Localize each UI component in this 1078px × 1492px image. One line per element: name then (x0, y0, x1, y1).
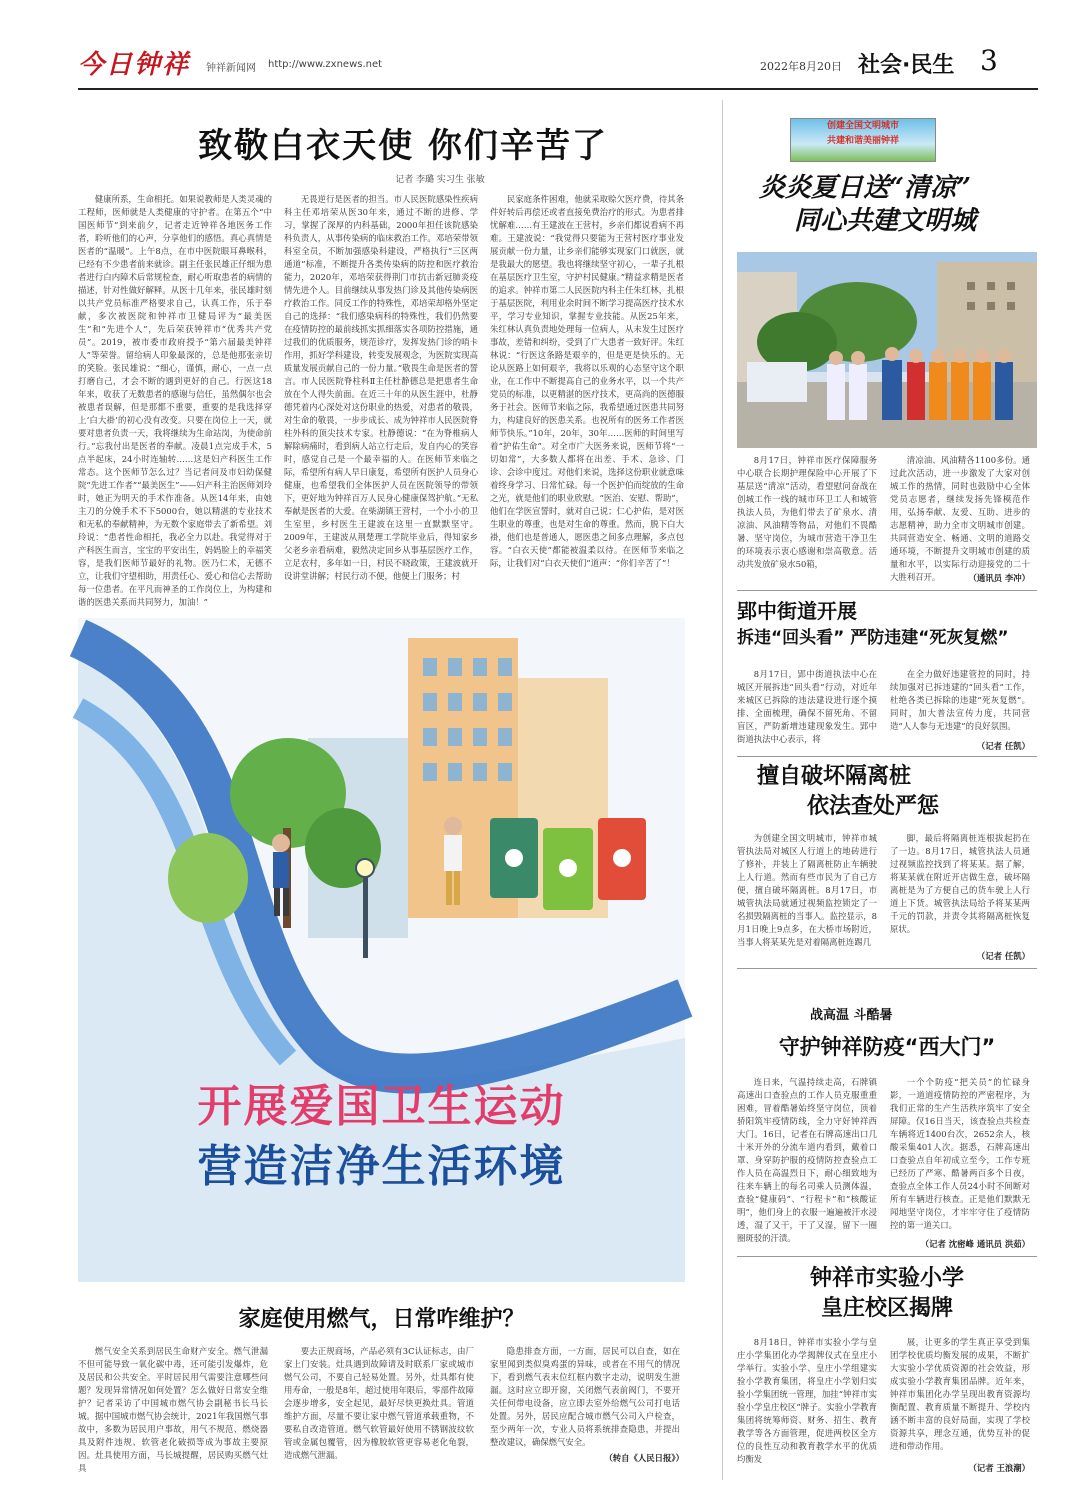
gas-column-2: 要去正规商场，产品必须有3C认证标志，由厂家上门安装。灶具遇到故障请及时联系厂家或城市燃气公司，不要自己轻易处置。另外，灶具都有使用寿命，一般是8年，超过使用年限后，零部件故障会逐步增多，安全起见，最好尽快更换灶具。管道维护方面，尽量不要让家中燃气管道承载重物，不要私自改造管道。燃气软管最好使用不锈钢波纹软管或金属包覆管，因为橡胶软管更容易老化龟裂，造成燃气泄漏。 (284, 1346, 474, 1460)
issue-date: 2022年8月20日 (760, 60, 842, 73)
side4-kicker: 战高温 斗酷暑 (810, 1008, 893, 1023)
side2-headline-line2: 拆违“回头看” 严防违建“死灰复燃” (737, 628, 1009, 648)
gas-column-3: 隐患排查方面，一方面，居民可以自查，如在家里闻到类似臭鸡蛋的异味，或者在不用气的情况下，看到燃气表末位红框内数字走动，说明发生泄漏。这时应立即开窗，关闭燃气表前阀门，不要开关任何带电设备，应立即去室外给燃气公司打电话处置。另外，居民应配合城市燃气公司入户检查，至少两年一次，专业人员将系统排查隐患，并提出整改建议，确保燃气安全。 (490, 1346, 680, 1447)
lead-column-2: 无畏逆行是医者的担当。市人民医院感染性疾病科主任邓培荣从医30年来，通过不断的进修、学习，掌握了深厚的内科基础，2000年担任该院感染科负责人，从事传染病的临床救治工作。邓培荣带领科室全员，不断加强感染科建设，严格执行“三区两通道”标准，不断提升各类传染病的防控和医疗救治能力，2020年，邓培荣获得荆门市抗击新冠肺炎疫情先进个人。目前继续从事发热门诊及其他传染病医疗救治工作。同反工作的特殊性，邓培荣却格外坚定自己的选择：“我们感染病科的特殊性，我们仍然要在疫情防控的最前线抓实抓细落实各项防控措施，通过我们的优质服务，规范诊疗，发挥发热门诊的哨卡作用，抓好学科建设，转变发展观念，为医院实现高质量发展贡献自己的一份力量。”敬畏生命是医者的誓言。市人民医院脊柱科Ⅱ主任杜静德总是把患者生命放在个人得失前面。在近三十年的从医生涯中，杜静德凭着内心深处对这份职业的热爱，对患者的敬畏，对生命的敬畏，一步步成长、成为钟祥市人民医院脊柱外科的顶尖技术专家。杜静德说：“在为脊椎病人解除病痛时，看到病人站立行走后，发自内心的笑容时，感觉自己是一个最幸福的人。在医师节来临之际，希望所有病人早日康复，希望所有医护人员身心健康，也希望我们全体医护人员在医院领导的带领下，更好地为钟祥百万人民身心健康保驾护航。”无私奉献是医者的大爱。在柴湖镇王营村，一个小小的卫生室里，乡村医生王建波在这里一直默默坚守。2009年，王建波从荆楚理工学院毕业后，得知家乡父老乡亲看病难，毅然决定回乡从事基层医疗工作，立足农村，多年如一日，村民不晓政策，王建波就开设讲堂讲解；村民行动不便，他便上门服务；村 (284, 194, 478, 581)
side5-headline (737, 1264, 1037, 1324)
volunteers-photo (737, 252, 1037, 448)
side4-column-2: 一个个防疫“把关员”的忙碌身影，一道道疫情防控的严密程序，为我们正常的生产生活秩序筑牢了安全屏障。仅16日当天，该查验点共检查车辆将近1400台次，2652余人，核酸采集401人次。据悉，石牌高速出口查验点自年初成立至今，工作专班已经历了严寒、酷暑两百多个日夜，查验点全体工作人员24小时不间断对所有车辆进行核查。正是他们默默无闻地坚守岗位，才牢牢守住了疫情防控的第一道关口。 (890, 1077, 1030, 1230)
side4-credit: （记者 沈密峰 通讯员 洪茹） (920, 1239, 1030, 1249)
column-divider (722, 100, 723, 1480)
poster-slogan-1: 开展爱国卫生运动 (197, 1081, 566, 1132)
gas-credit: （转自《人民日报》） (604, 1453, 684, 1463)
lead-byline: 记者 李璐 实习生 张敏 (395, 175, 485, 185)
side3-headline-line1: 擅自破坏隔离桩 (757, 764, 912, 789)
side2-credit: （记者 任凯） (976, 741, 1030, 751)
side5-headline-line2: 皇庄校区揭牌 (820, 1296, 953, 1321)
hygiene-poster (78, 618, 685, 1282)
masthead-logo: 今日钟祥 (78, 50, 191, 80)
header-rule (78, 88, 1038, 90)
side1-headline (745, 172, 985, 238)
gas-column-1: 燃气安全关系到居民生命财产安全。燃气泄漏不但可能导致一氧化碳中毒，还可能引发爆炸，危及居民和公共安全。平时居民用气需要注意哪些问题？发现异常情况如何处置？怎么做好日常安全维护？记者采访了中国城市燃气协会副秘书长马长城。据中国城市燃气协会统计，2021年我国燃气事故中，多数为居民用户事故，用气不规范、燃烧器具及附件违规、软管老化破损等成为事故主要原因。灶具使用方面，马长城提醒，居民购买燃气灶具 (78, 1346, 268, 1473)
side2-column-1: 8月17日，郢中街道执法中心在城区开展拆违“回头看”行动，对近年来城区已拆除的违法建设进行逐个摸排、全面梳理，确保不留死角、不留盲区，严防新增违建现象发生。郢中街道执法中心表示，将 (737, 669, 877, 744)
lead-headline: 致敬白衣天使 你们辛苦了 (198, 126, 608, 166)
banner-line-2: 共建和谐美丽钟祥 (826, 136, 899, 146)
side4-column-1: 连日来，气温持续走高，石牌镇高速出口查验点的工作人员克服重重困难，冒着酷暑始终坚守岗位，顶着骄阳筑牢疫情防线，全力守好钟祥西大门。16日，记者在石牌高速出口几十米开外的分流车道内看到，戴着口罩、身穿防护服的疫情防控查验点工作人员在高温烈日下，耐心细致地为往来车辆上的每名司乘人员测体温，查验“健康码”、“行程卡”和“核酸证明”，他们身上的衣服一遍遍被汗水浸透，湿了又干，干了又湿，留下一圈圈斑驳的汗渍。 (737, 1077, 877, 1243)
civilization-banner (790, 118, 936, 162)
side3-headline (737, 762, 1037, 822)
section-rule (737, 590, 1037, 591)
banner-line-1: 创建全国文明城市 (826, 121, 899, 131)
side5-headline-line1: 钟祥市实验小学 (809, 1266, 964, 1291)
side3-credit: （记者 任凯） (976, 951, 1030, 961)
side4-headline: 守护钟祥防疫“西大门” (778, 1035, 996, 1059)
side5-column-1: 8月18日，钟祥市实验小学与皇庄小学集团化办学揭牌仪式在皇庄小学举行。实验小学、皇庄小学组建实验小学教育集团，将皇庄小学划归实验小学集团统一管理，加挂“钟祥市实验小学皇庄校区”牌子。实验小学教育集团将统筹师资、财务、招生、教育教学等各方面管理，促进两校区全方位的良性互动和教育教学水平的优质均衡发 (737, 1337, 877, 1464)
side5-column-2: 展，让更多的学生真正享受到集团学校优质均衡发展的成果，不断扩大实验小学优质资源的社会效益，形成实验小学教育集团品牌。近年来，钟祥市集团化办学呈现出教育资源均衡配置、教育质量不断提升、学校内涵不断丰富的良好局面，实现了学校资源共享，理念互通，优势互补的促进和带动作用。 (890, 1337, 1030, 1451)
side1-credit: （通讯员 李冲） (968, 573, 1030, 583)
side1-column-2: 清凉油、风油精各1100多份。通过此次活动，进一步激发了大家对创城工作的热情，同时也鼓励中心全体党员志愿者，继续发扬先锋模范作用，弘扬奉献、友爱、互助、进步的志愿精神，助力全市文明城市创建。共同营造安全、畅通、文明的道路交通环境，不断提升文明城市创建的质量和水平，以实际行动迎接党的二十大胜利召开。 (890, 455, 1030, 582)
side1-column-1: 8月17日，钟祥市医疗保障服务中心联合长期护理保险中心开展了下基层送“清凉”活动，看望慰问奋战在创城工作一线的城市环卫工人和城管执法人员，为他们带去了矿泉水、清凉油、风油精等物品，对他们不畏酷暑、坚守岗位，为城市营造干净卫生的环境表示衷心感谢和崇高敬意。活动共发放矿泉水50箱， (737, 455, 877, 569)
side1-headline-line2: 同心共建文明城 (793, 206, 976, 236)
side5-credit: （记者 王浪潮） (968, 1463, 1030, 1473)
lead-column-1: 健康所系，生命相托。如果说教师是人类灵魂的工程师，医师就是人类健康的守护者。在第五个“中国医师节”到来前夕，记者走近钟祥各地医务工作者，聆听他们的心声，分享他们的感悟。真心真情是医者的“温暖”。上午8点，在市中医院眼耳鼻喉科，已经有不少患者前来就诊。副主任张民雄正仔细为患者进行白内障术后常规检查，耐心听取患者的病情的描述，针对性做好解释。从医十几年来，张民雄时刻以共产党员标准严格要求自己，认真工作，乐于奉献，多次被医院和钟祥市卫健局评为“最美医生”和“先进个人”，先后荣获钟祥市“优秀共产党员”。2019，被市委市政府授予“第六届最美钟祥人”等荣誉。留给病人印象最深的，总是他那张亲切的笑脸。张民雄说：“细心，谨慎，耐心，一点一点打磨自己，才会不断的遇到更好的自己。行医这18年来，收获了无数患者的感谢与信任，虽然偶尔也会被患者误解，但是那都不重要，重要的是我选择穿上‘白大褂’的初心没有改变。只要在岗位上一天，就要对患者负责一天，我将继续为生命站岗，为使命前行。”忘我付出是医者的奉献。凌晨1点完成手术，5点半起床，24小时连轴转……这是妇产科医生工作常态。这个医师节怎么过？当记者问及市妇幼保健院“先进工作者”“最美医生”——妇产科主治医师刘玲时，她正为明天的手术作准备。从医14年来，由她主刀的分娩手术不下5000台，她以精湛的专业技术和无私的奉献精神，为无数个家庭带去了新希望。刘玲说：“患者性命相托，我必全力以赴。我觉得对于产科医生而言，宝宝的平安出生，妈妈脸上的幸福笑容，是我们医师节最好的礼物。医乃仁术，无德不立，让我们守望相助，用责任心、爱心和信心去帮助每一位患者。在平凡而神圣的工作岗位上，为构建和谐的医患关系而共同努力，加油！” (78, 194, 272, 607)
side2-headline (737, 598, 1037, 652)
site-url[interactable]: http://www.zxnews.net (268, 59, 383, 70)
section-rule (737, 1256, 1037, 1257)
side3-column-2: 脚，最后将隔离桩连根拔起扔在了一边。8月17日，城管执法人员通过视频监控找到了将某某。据了解，将某某就在附近开店做生意，破坏隔离桩是为了方便自己的货车驶上人行道上下货。城管执法局给予将某某两千元的罚款，并责令其将隔离桩恢复原状。 (890, 833, 1030, 934)
section-rule (737, 756, 1037, 757)
side3-column-1: 为创建全国文明城市，钟祥市城管执法局对城区人行道上的地砖进行了修补，并装上了隔离桩防止车辆驶上人行道。然而有些市民为了自己方便，擅自破坏隔离桩。8月17日，市城管执法局就通过视频监控锁定了一名损毁隔离桩的当事人。监控显示，8月1日晚上9点多，在大桥市场附近，当事人将某某先是对着隔离桩连踢几 (737, 833, 877, 947)
side2-headline-line1: 郢中街道开展 (737, 599, 857, 623)
section-rule (737, 968, 1037, 969)
page-number: 3 (980, 44, 998, 77)
poster-slogan-2: 营造洁净生活环境 (197, 1141, 566, 1192)
gas-headline: 家庭使用燃气，日常咋维护？ (238, 1306, 525, 1332)
side1-headline-line1: 炎炎夏日送“清凉” (759, 173, 971, 203)
site-name: 钟祥新闻网 (206, 63, 256, 74)
lead-column-3: 民家庭条件困难，他就采取赊欠医疗费，待其条件好转后再偿还或者直接免费治疗的形式。为患者排忧解难……有王建波在王营村，乡亲们都说看病不再难。王建波说：“我觉得只要能为王营村医疗事业发展贡献一份力量，让乡亲们能够实现家门口就医，就是我最大的愿望。我也将继续坚守初心，一辈子扎根在基层医疗卫生室，守护村民健康。”精益求精是医者的追求。钟祥市第二人民医院内科主任朱红林，扎根于基层医院，利用业余时间不断学习提高医疗技术水平，学习专业知识，掌握专业技能。从医25年来，朱红林认真负责地处理每一位病人，从未发生过医疗事故，差错和纠纷，受到了广大患者一致好评。朱红林说：“行医这条路是艰辛的，但是更是快乐的。无论从医路上如何艰辛，我将以乐观的心态坚守这个职业，在工作中不断提高自己的业务水平，以一个共产党员的标准，以更精湛的医疗技术，更高尚的医德服务于社会。医师节来临之际，我希望通过医患共同努力，构建良好的医患关系。也祝所有的医务工作者医师节快乐。”10年，20年，30年……医师的时间里写着“护佑生命”。对全市广大医务来说，医师节将“一切如常”，大多数人都将在出差、手术、急诊、门诊、会诊中度过。对他们来说，选择这份职业就意味着终身学习、日常忙碌。每一个医护伯而绽放的生命之光，就是他们的职业欣慰。“医治、安慰、帮助”，他们在学医宣誓时，就对自己说；仁心护佑，是对医生职业的尊重，也是对生命的尊重。然而，脱下白大褂，他们也是普通人，愿医患之间多点理解，多点包容。“白衣天使”都能被温柔以待。在医师节来临之际，让我们对“白衣天使们”道声：“你们辛苦了”！ (490, 194, 684, 568)
side3-headline-line2: 依法查处严惩 (807, 794, 940, 819)
side2-column-2: 在全力做好违建管控的同时，持续加强对已拆违建的“回头看”工作，杜绝各类已拆除的违建“死灰复燃”。同时，加大普法宣传力度，共同营造“人人参与无违建”的良好氛围。 (890, 669, 1030, 731)
section-title: 社会·民生 (858, 53, 955, 78)
